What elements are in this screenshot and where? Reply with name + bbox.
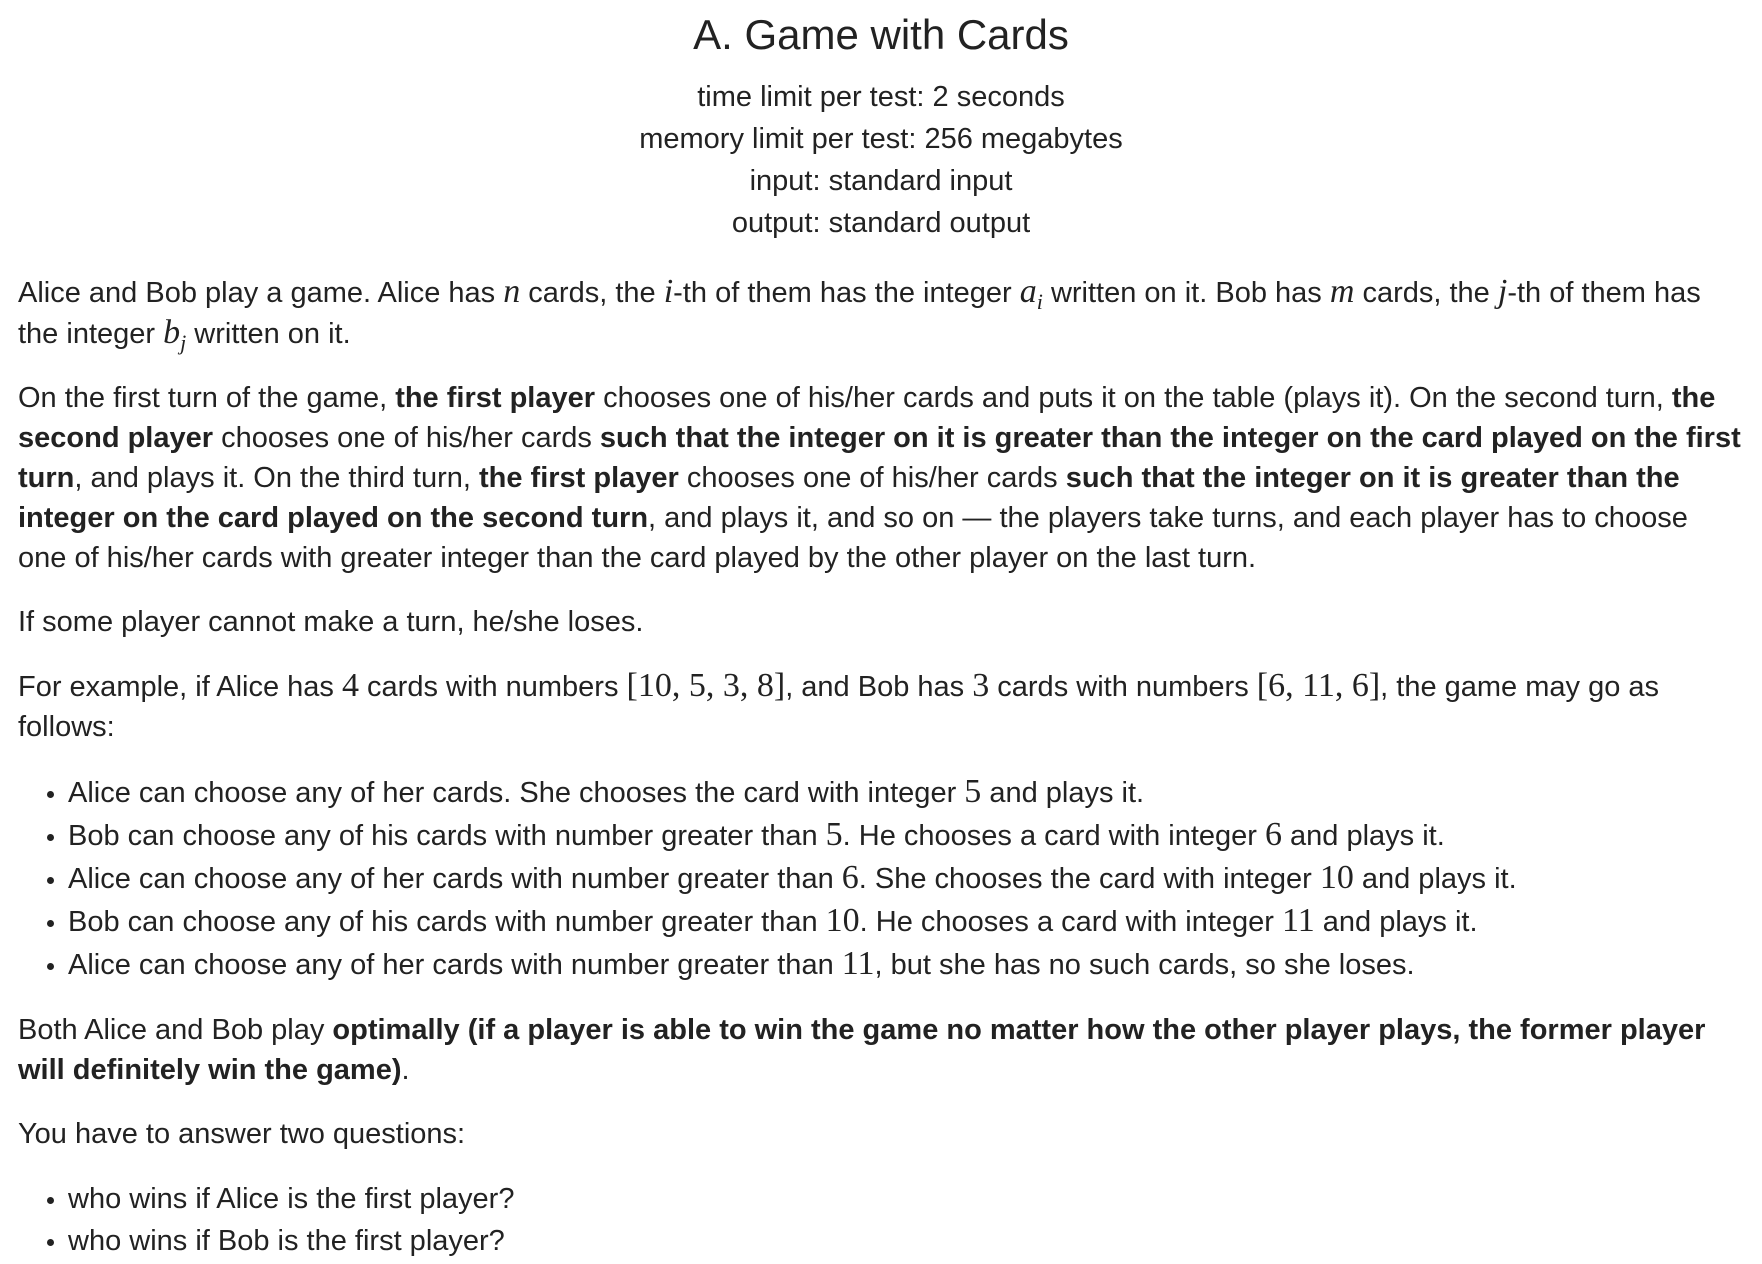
text: On the first turn of the game, [18, 382, 396, 414]
text: Alice can choose any of her cards with number greater than [68, 949, 842, 981]
bold-text: such that the integer on it is greater than the integer on the card played on the second turn [18, 462, 1680, 534]
bold-text: the first player [478, 462, 679, 494]
text: written on it. [186, 318, 351, 350]
text: chooses one of his/her cards [678, 462, 1066, 494]
time-limit: time limit per test: 2 seconds [697, 81, 1065, 113]
text: . She chooses the card with integer [858, 863, 1320, 895]
list-item [68, 857, 1744, 900]
math-number: 5 [825, 816, 843, 853]
bold-text: the second player [18, 382, 1716, 454]
text: and plays it. [1353, 863, 1517, 895]
text: -th of them has the integer [18, 277, 1701, 350]
text: . [401, 1054, 410, 1086]
text: cards with numbers [989, 671, 1257, 703]
text: , the game may go as follows: [18, 671, 1660, 743]
text: chooses one of his/her cards [213, 422, 600, 454]
list-item [68, 771, 1744, 814]
text: , but she has no such cards, so she loses. [874, 949, 1415, 981]
text: and plays it. [1281, 820, 1445, 852]
problem-title: A. Game with Cards [693, 11, 1069, 58]
math-number: 11 [841, 945, 875, 982]
text: and plays it. [981, 777, 1145, 809]
statement-paragraph-5 [18, 1010, 1744, 1090]
output-spec: output: standard output [731, 207, 1031, 239]
text: written on it. Bob has [1042, 277, 1330, 309]
text: Bob can choose any of his cards with number greater than [68, 820, 826, 852]
list-item [68, 943, 1744, 986]
list-item: • who wins if Alice is the first player? [68, 1178, 1744, 1220]
list-item [68, 900, 1744, 943]
memory-limit: memory limit per test: 256 megabytes [639, 123, 1123, 155]
statement-paragraph-1 [18, 272, 1744, 354]
math-number: 4 [341, 667, 359, 704]
text: cards, the [520, 277, 664, 309]
example-steps-list [18, 771, 1744, 986]
statement-paragraph-3: If some player cannot make a turn, he/she loses. [18, 606, 644, 638]
math-number: 11 [1281, 902, 1315, 939]
text: -th of them has the integer [673, 277, 1020, 309]
text: Bob can choose any of his cards with number greater than [68, 906, 826, 938]
input-spec: input: standard input [749, 165, 1013, 197]
bold-text: such that the integer on it is greater than the integer on the card played on the first turn [18, 422, 1741, 494]
math-array-alice: [10, 5, 3, 8] [626, 667, 786, 704]
text: , and plays it. On the third turn, [74, 462, 479, 494]
list-item [68, 814, 1744, 857]
text: cards with numbers [358, 671, 627, 703]
problem-header [18, 0, 1744, 244]
math-number: 3 [972, 667, 990, 704]
text: and plays it. [1314, 906, 1478, 938]
questions-list [18, 1178, 1744, 1262]
statement-paragraph-6: You have to answer two questions: [18, 1118, 466, 1150]
list-item: • who wins if Bob is the first player? [68, 1220, 1744, 1262]
text: , and Bob has [785, 671, 973, 703]
math-number: 6 [841, 859, 859, 896]
text: . He chooses a card with integer [859, 906, 1282, 938]
bold-text: the first player [395, 382, 596, 414]
math-a-subscript: i [1036, 288, 1043, 314]
math-number: 6 [1264, 816, 1282, 853]
math-n: n [503, 273, 521, 310]
text: , and plays it, and so on — the players take turns, and each player has to choose one of his/her cards with greater integer than the card played by the other player on the last turn. [18, 502, 1688, 574]
math-array-bob: [6, 11, 6] [1256, 667, 1381, 704]
math-j: j [1497, 273, 1508, 310]
problem-statement [18, 272, 1744, 1262]
text: For example, if Alice has [18, 671, 342, 703]
statement-paragraph-2 [18, 378, 1744, 578]
math-number: 10 [825, 902, 860, 939]
statement-paragraph-4 [18, 666, 1744, 747]
math-i: i [663, 273, 674, 310]
math-a: a [1019, 273, 1037, 310]
text: Alice and Bob play a game. Alice has [18, 277, 504, 309]
text: . He chooses a card with integer [842, 820, 1265, 852]
math-number: 10 [1319, 859, 1354, 896]
text: Both Alice and Bob play [18, 1014, 333, 1046]
text: Alice can choose any of her cards with number greater than [68, 863, 842, 895]
text: cards, the [1354, 277, 1498, 309]
math-b: b [163, 314, 181, 351]
bold-text: optimally (if a player is able to win the game no matter how the other player plays, the former player will definitely win the game) [18, 1014, 1706, 1086]
text: chooses one of his/her cards and puts it on the table (plays it). On the second turn, [595, 382, 1672, 414]
math-m: m [1329, 273, 1355, 310]
math-b-subscript: j [180, 329, 187, 355]
math-number: 5 [964, 773, 982, 810]
text: Alice can choose any of her cards. She chooses the card with integer [68, 777, 965, 809]
